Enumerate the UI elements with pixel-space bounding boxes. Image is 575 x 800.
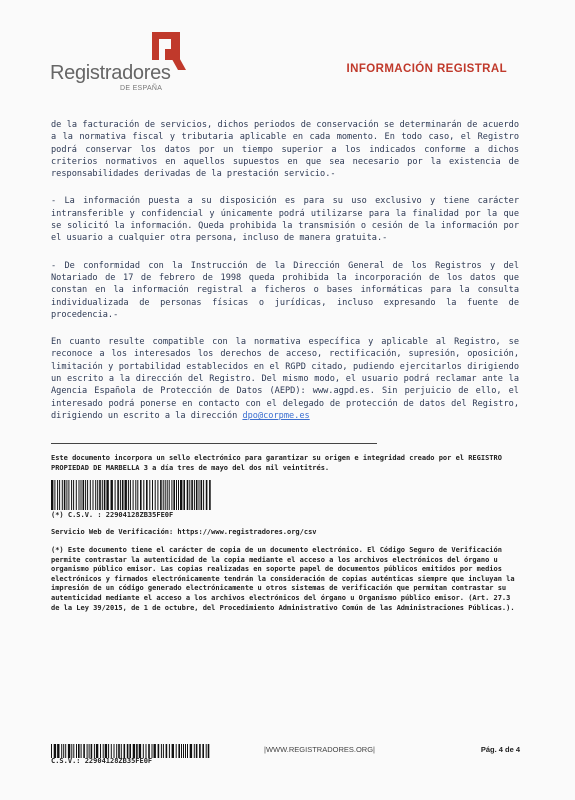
barcode-bar xyxy=(79,480,80,510)
page-number: Pág. 4 de 4 xyxy=(480,745,520,754)
barcode-bar xyxy=(148,744,150,758)
barcode-bar xyxy=(81,480,82,510)
barcode-bar xyxy=(161,744,162,758)
barcode-bar xyxy=(63,744,64,758)
barcode-bar xyxy=(135,480,136,510)
barcode-bar xyxy=(128,480,129,510)
barcode-bar xyxy=(196,480,198,510)
barcode-bar xyxy=(51,480,53,510)
barcode-bar xyxy=(167,480,168,510)
barcode-bar xyxy=(102,480,103,510)
barcode-bar xyxy=(155,480,156,510)
barcode-bar xyxy=(143,744,144,758)
barcode-bar xyxy=(89,744,90,758)
barcode-bar xyxy=(143,480,144,510)
barcode-bar xyxy=(54,480,55,510)
legal-note: (*) Este documento tiene el carácter de copia de un documento electrónico. El Código Seguro de Verificación permite contrastar la autenticidad de la copia mediante el acceso a los archivos electrónicos del órgano u organismo público emisor. Las copias realizadas en soporte papel de documentos públicos emitidos por medios electrónicos y firmados electrónicamente tendrán la consideración de copias auténticas siempre que incluyan la impresión de un código generado electrónicamente u otros sistemas de verificación que permitan contrastar su autenticidad mediante el acceso a los archivos electrónicos del órgano u Organismo público emisor. (Art. 27.3 de la Ley 39/2015, de 1 de octubre, del Procedimiento Administrativo Común de las Administraciones Públicas.). xyxy=(51,546,515,612)
barcode-bar xyxy=(165,480,166,510)
footer-csv-code: C.S.V.: 22904128ZB35FE0F xyxy=(51,757,153,765)
barcode-bar xyxy=(65,744,66,758)
barcode-bar xyxy=(83,480,85,510)
barcode-bar xyxy=(87,480,88,510)
barcode-bar xyxy=(154,744,156,758)
barcode-bar xyxy=(66,480,67,510)
barcode-bar xyxy=(97,480,98,510)
barcode-bar xyxy=(180,480,182,510)
barcode-bar xyxy=(209,480,211,510)
paragraph-instruction: - De conformidad con la Instrucción de la Dirección General de los Registros y del Notariado de 17 de febrero de 1998 queda prohibida la incorporación de los datos que constan en la información registral a ficheros o bases informáticas para la consulta individualizada de personas físicas o jurídicas, incluso expresando la fuente de procedencia.- xyxy=(51,260,519,320)
barcode-bar xyxy=(57,744,59,758)
barcode-bar xyxy=(169,744,170,758)
paragraph-rights xyxy=(51,336,519,422)
barcode-bar xyxy=(171,480,172,510)
barcode-bar xyxy=(105,744,107,758)
registradores-logo xyxy=(50,30,210,100)
barcode-bar xyxy=(111,744,112,758)
barcode-bar xyxy=(90,480,91,510)
section-divider xyxy=(51,443,377,444)
barcode-bar xyxy=(54,744,56,758)
barcode-bar xyxy=(73,480,74,510)
barcode-bar xyxy=(93,480,94,510)
barcode-bar xyxy=(203,480,204,510)
barcode-bar xyxy=(73,744,74,758)
barcode-bar xyxy=(76,480,77,510)
barcode-bar xyxy=(208,744,210,758)
barcode-bar xyxy=(146,480,148,510)
barcode-bar xyxy=(191,480,193,510)
barcode-bar xyxy=(57,480,58,510)
barcode-bar xyxy=(111,480,113,510)
barcode-bar xyxy=(76,744,77,758)
barcode-bar xyxy=(127,744,129,758)
barcode-bar xyxy=(115,480,116,510)
barcode-bar xyxy=(120,480,121,510)
barcode-bar xyxy=(157,480,158,510)
barcode-bar xyxy=(116,744,117,758)
barcode-bar xyxy=(78,744,80,758)
barcode-bar xyxy=(206,744,207,758)
barcode-bar xyxy=(176,744,177,758)
barcode-bar xyxy=(173,480,175,510)
barcode-bar xyxy=(136,744,138,758)
barcode-bar xyxy=(62,480,63,510)
barcode-bar xyxy=(87,744,88,758)
barcode-bar xyxy=(129,744,131,758)
barcode-bar xyxy=(94,744,95,758)
barcode-bar xyxy=(189,480,190,510)
barcode-bar xyxy=(61,744,62,758)
barcode-bar xyxy=(51,744,52,758)
barcode-bar xyxy=(133,744,135,758)
barcode-bar xyxy=(152,480,153,510)
barcode-bar xyxy=(183,744,184,758)
rights-text: En cuanto resulte compatible con la normativa específica y aplicable al Registro, se reconoce a los interesados los derechos de acceso, rectificación, supresión, oposición, limitación y portabilidad establecidos en el RGPD citado, pudiendo ejercitarlos dirigiendo un escrito a la dirección del Registro. Del mismo modo, el usuario podrá reclamar ante la Agencia Española de Protección de Datos (AEPD): www.agpd.es. Sin perjuicio de ello, el interesado podrá ponerse en contacto con el delegado de protección de datos del Registro, dirigiendo un escrito a la dirección xyxy=(51,337,519,421)
barcode-bar xyxy=(160,480,162,510)
barcode-bar xyxy=(125,480,127,510)
barcode-bar xyxy=(196,744,198,758)
barcode-bar xyxy=(137,480,138,510)
barcode-bar xyxy=(201,480,203,510)
csv-code: (*) C.S.V. : 22904128ZB35FE0F xyxy=(51,511,174,519)
barcode-bar xyxy=(71,480,72,510)
barcode-bar xyxy=(117,480,119,510)
barcode-bar xyxy=(71,744,72,758)
electronic-seal-notice: Este documento incorpora un sello electrónico para garantizar su origen e integridad creado por el REGISTRO PROPIEDAD DE MARBELLA 3 a día tres de mayo del dos mil veintitrés. xyxy=(51,454,502,472)
barcode-bar xyxy=(187,744,188,758)
barcode-bar xyxy=(178,480,179,510)
barcode-bar xyxy=(187,480,189,510)
barcode-bar xyxy=(95,480,96,510)
barcode-bar xyxy=(140,480,142,510)
paragraph-exclusive-use: - La información puesta a su disposición es para su uso exclusivo y tiene carácter intransferible y confidencial y únicamente podrá utilizarse para la finalidad por la que se solicitó la información. Queda prohibida la transmisión o cesión de la información por el usuario a cualquier otra persona, incluso de manera gratuita.- xyxy=(51,196,519,244)
barcode-bar xyxy=(194,480,195,510)
barcode-bar xyxy=(183,480,185,510)
barcode-bar xyxy=(199,480,200,510)
barcode-bar xyxy=(104,480,106,510)
barcode-bar xyxy=(202,744,204,758)
barcode-bar xyxy=(152,744,153,758)
barcode-bar xyxy=(181,744,182,758)
barcode-bar xyxy=(146,744,147,758)
barcode-bar xyxy=(99,480,101,510)
logo-subtitle: DE ESPAÑA xyxy=(120,85,163,92)
barcode-bar xyxy=(68,480,69,510)
barcode-bar xyxy=(194,744,195,758)
barcode-bar xyxy=(91,744,93,758)
barcode-bar xyxy=(108,744,109,758)
barcode-bar xyxy=(103,744,104,758)
barcode-bar xyxy=(199,744,201,758)
barcode-bar xyxy=(185,744,186,758)
barcode-bar xyxy=(163,744,164,758)
barcode-bar xyxy=(59,480,60,510)
barcode-bar xyxy=(172,744,174,758)
barcode-bar xyxy=(163,480,164,510)
document-body xyxy=(51,119,519,422)
barcode-bar xyxy=(122,480,124,510)
barcode-bar xyxy=(206,480,208,510)
barcode-bar xyxy=(100,744,101,758)
barcode-bar xyxy=(81,744,82,758)
barcode-bar xyxy=(121,744,122,758)
barcode-icon xyxy=(51,480,211,510)
footer-website[interactable]: |WWW.REGISTRADORES.ORG| xyxy=(264,745,375,754)
barcode-bar xyxy=(130,480,131,510)
barcode-bar xyxy=(64,480,66,510)
barcode-bar xyxy=(124,744,126,758)
barcode-bar xyxy=(190,744,192,758)
barcode-bar xyxy=(106,480,108,510)
page-title: INFORMACIÓN REGISTRAL xyxy=(346,63,507,75)
barcode-bar xyxy=(139,744,141,758)
barcode-bar xyxy=(83,744,85,758)
paragraph-conservation: de la facturación de servicios, dichos periodos de conservación se determinarán de acuerdo a la normativa fiscal y tributaria aplicable en cada momento. En todo caso, el Registro podrá conservar los datos por un tiempo superior a los indicados conforme a dichos criterios normativos en aquellos supuestos en que sea necesario por la existencia de responsabilidades derivadas de la prestación servicio.- xyxy=(51,120,519,180)
barcode-bar xyxy=(133,480,134,510)
barcode-bar xyxy=(85,480,86,510)
barcode-bar xyxy=(166,744,168,758)
logo-name: Registradores xyxy=(50,62,171,84)
dpo-email-link[interactable]: dpo@corpme.es xyxy=(242,410,310,421)
barcode-bar xyxy=(169,480,170,510)
barcode-bar xyxy=(176,480,177,510)
barcode-bar xyxy=(118,744,120,758)
verification-service: Servicio Web de Verificación: https://www.registradores.org/csv xyxy=(51,528,317,536)
barcode-bar xyxy=(68,744,70,758)
footer-barcode-icon xyxy=(51,744,211,758)
barcode-bar xyxy=(178,744,180,758)
barcode-bar xyxy=(158,744,160,758)
barcode-bar xyxy=(96,744,98,758)
barcode-bar xyxy=(149,480,150,510)
barcode-bar xyxy=(114,744,115,758)
